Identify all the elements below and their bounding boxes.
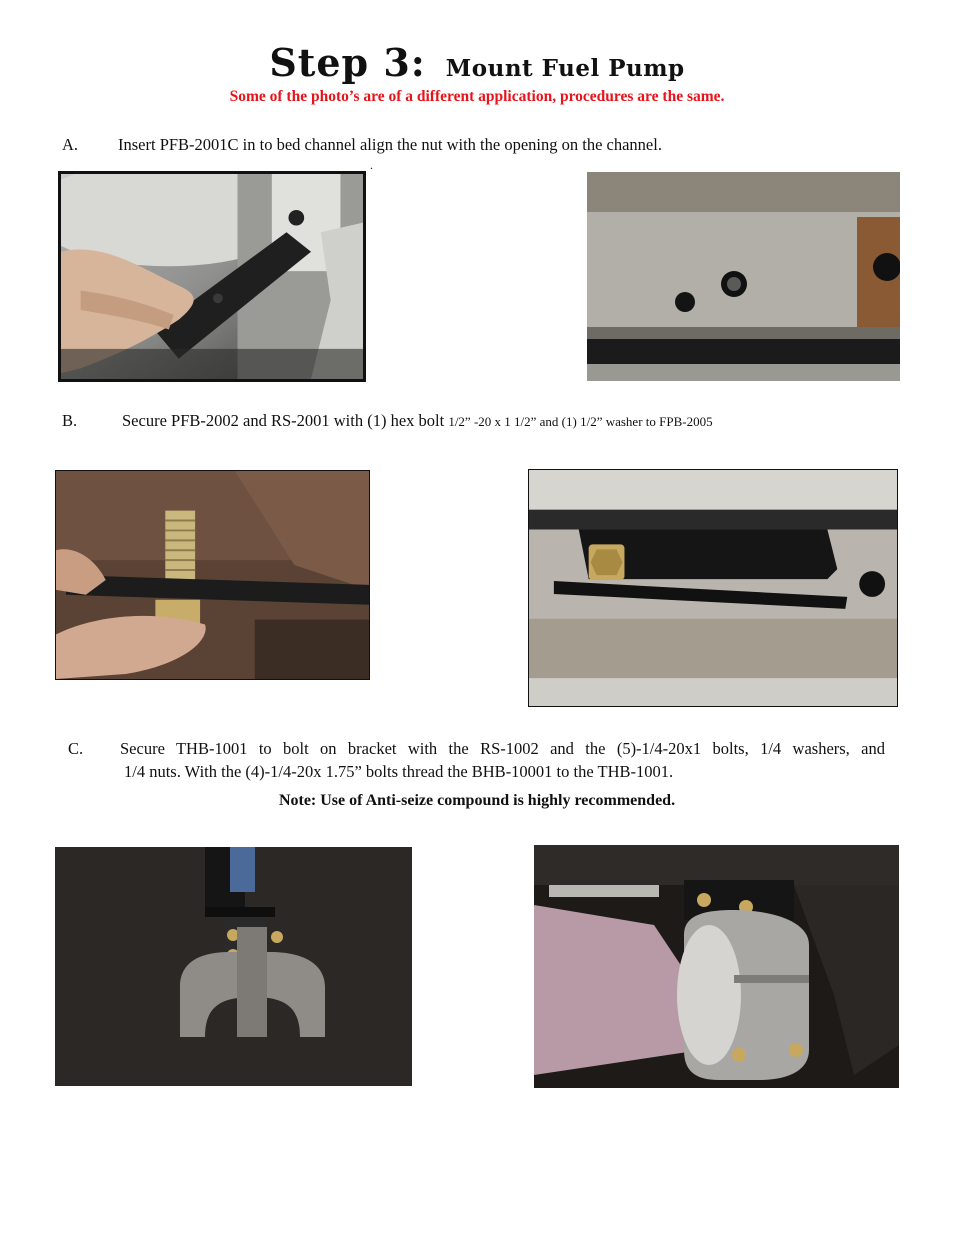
installed-clamp-photo [534,845,899,1088]
bed-channel-holes-photo [587,172,900,381]
stray-mark: . [370,158,373,172]
pump-bracket-clamp-photo [55,847,412,1086]
step-a-text: Insert PFB-2001C in to bed channel align the nut with the opening on the channel. [118,135,662,154]
bolt-through-plate-photo [55,470,370,680]
application-warning: Some of the photo’s are of a different application, procedures are the same. [229,88,725,105]
step-heading: Step 3: [269,40,426,85]
bracket-in-channel-photo [528,469,898,707]
anti-seize-note: Note: Use of Anti-seize compound is highly recommended. [278,792,676,809]
step-c-line1: Secure THB-1001 to bolt on bracket with the RS-1002 and the (5)-1/4-20x1 bolts, 1/4 washers, and [120,739,885,758]
step-c-line2: 1/4 nuts. With the (4)-1/4-20x 1.75” bolts thread the BHB-10001 to the THB-1001. [124,762,674,781]
step-a-letter: A. [62,135,79,154]
step-b-text: Secure PFB-2002 and RS-2001 with (1) hex bolt [122,411,449,430]
step-b-letter: B. [62,411,78,430]
step-b-spec: 1/2” -20 x 1 1/2” and (1) 1/2” washer to FPB-2005 [448,414,713,429]
hand-inserting-bracket-photo [58,171,366,382]
step-a [62,135,922,157]
step-subtitle: Mount Fuel Pump [445,55,685,82]
step-b [62,411,922,433]
page-title [0,40,954,85]
step-c-letter: C. [68,739,84,758]
step-c [68,737,888,787]
